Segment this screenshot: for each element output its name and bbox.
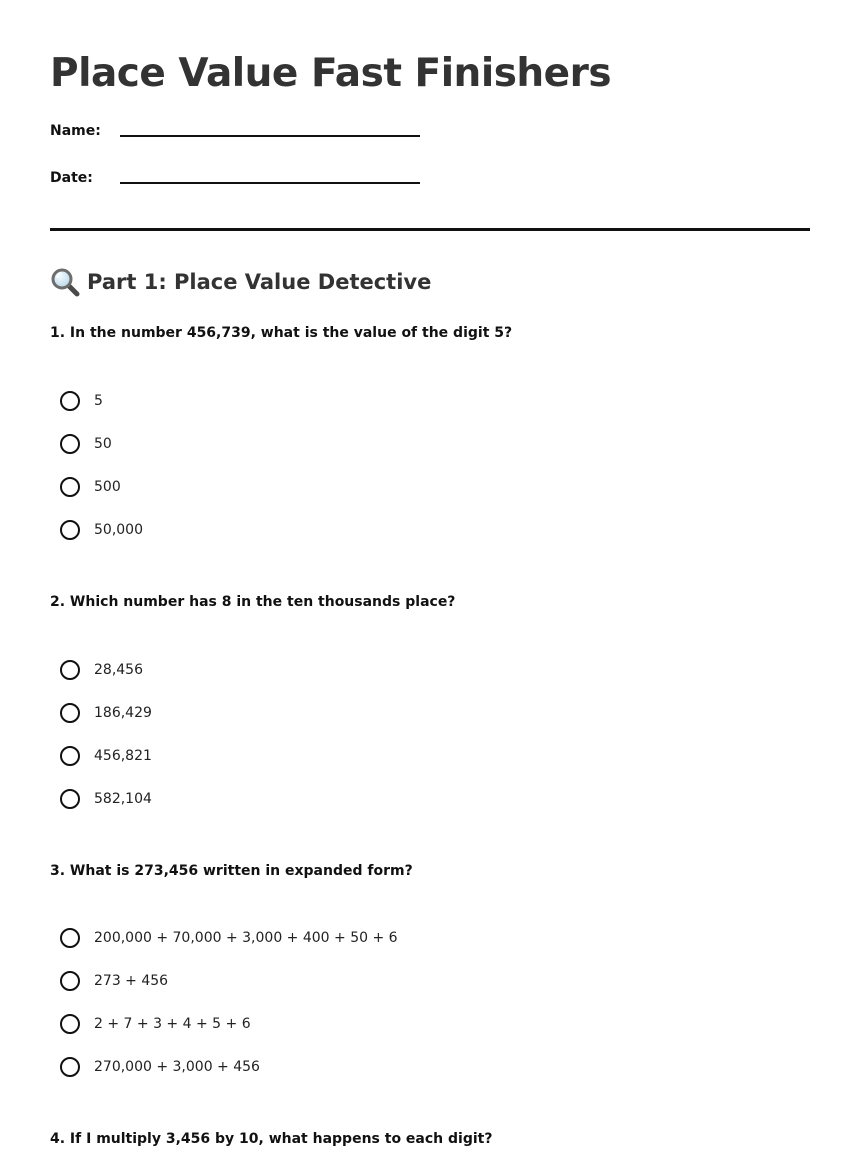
option-3c[interactable] bbox=[60, 1011, 251, 1037]
option-label: 273 + 456 bbox=[94, 973, 169, 989]
date-field bbox=[50, 168, 430, 198]
option-label: 28,456 bbox=[94, 662, 143, 678]
option-3b[interactable] bbox=[60, 968, 168, 994]
option-2d[interactable] bbox=[60, 786, 152, 812]
radio-button[interactable] bbox=[60, 789, 80, 809]
option-label: 50,000 bbox=[94, 522, 143, 538]
name-input-line[interactable] bbox=[120, 135, 420, 137]
radio-button[interactable] bbox=[60, 703, 80, 723]
radio-button[interactable] bbox=[60, 1014, 80, 1034]
date-label: Date: bbox=[50, 170, 93, 186]
question-text: 3. What is 273,456 written in expanded form? bbox=[50, 863, 413, 879]
option-3d[interactable] bbox=[60, 1054, 260, 1080]
option-2a[interactable] bbox=[60, 657, 143, 683]
option-3a[interactable] bbox=[60, 925, 398, 951]
option-label: 200,000 + 70,000 + 3,000 + 400 + 50 + 6 bbox=[94, 930, 398, 946]
question-text: 2. Which number has 8 in the ten thousands place? bbox=[50, 594, 456, 610]
radio-button[interactable] bbox=[60, 971, 80, 991]
option-1d[interactable] bbox=[60, 517, 143, 543]
name-label: Name: bbox=[50, 123, 101, 139]
option-label: 2 + 7 + 3 + 4 + 5 + 6 bbox=[94, 1016, 251, 1032]
name-field bbox=[50, 121, 430, 151]
option-label: 456,821 bbox=[94, 748, 152, 764]
option-2c[interactable] bbox=[60, 743, 152, 769]
radio-button[interactable] bbox=[60, 477, 80, 497]
page-title: Place Value Fast Finishers bbox=[50, 51, 612, 96]
option-label: 270,000 + 3,000 + 456 bbox=[94, 1059, 260, 1075]
option-2b[interactable] bbox=[60, 700, 152, 726]
radio-button[interactable] bbox=[60, 746, 80, 766]
option-1c[interactable] bbox=[60, 474, 121, 500]
date-input-line[interactable] bbox=[120, 182, 420, 184]
section-title: Part 1: Place Value Detective bbox=[87, 270, 432, 294]
option-label: 186,429 bbox=[94, 705, 152, 721]
radio-button[interactable] bbox=[60, 434, 80, 454]
option-1a[interactable] bbox=[60, 388, 103, 414]
radio-button[interactable] bbox=[60, 520, 80, 540]
option-label: 50 bbox=[94, 436, 112, 452]
option-label: 582,104 bbox=[94, 791, 152, 807]
option-1b[interactable] bbox=[60, 431, 112, 457]
radio-button[interactable] bbox=[60, 660, 80, 680]
option-label: 500 bbox=[94, 479, 121, 495]
section-heading bbox=[50, 266, 431, 298]
question-text: 4. If I multiply 3,456 by 10, what happens to each digit? bbox=[50, 1131, 493, 1147]
option-label: 5 bbox=[94, 393, 103, 409]
magnifying-glass-icon bbox=[50, 267, 80, 297]
header-divider bbox=[50, 228, 810, 231]
radio-button[interactable] bbox=[60, 391, 80, 411]
question-text: 1. In the number 456,739, what is the value of the digit 5? bbox=[50, 325, 513, 341]
radio-button[interactable] bbox=[60, 1057, 80, 1077]
radio-button[interactable] bbox=[60, 928, 80, 948]
